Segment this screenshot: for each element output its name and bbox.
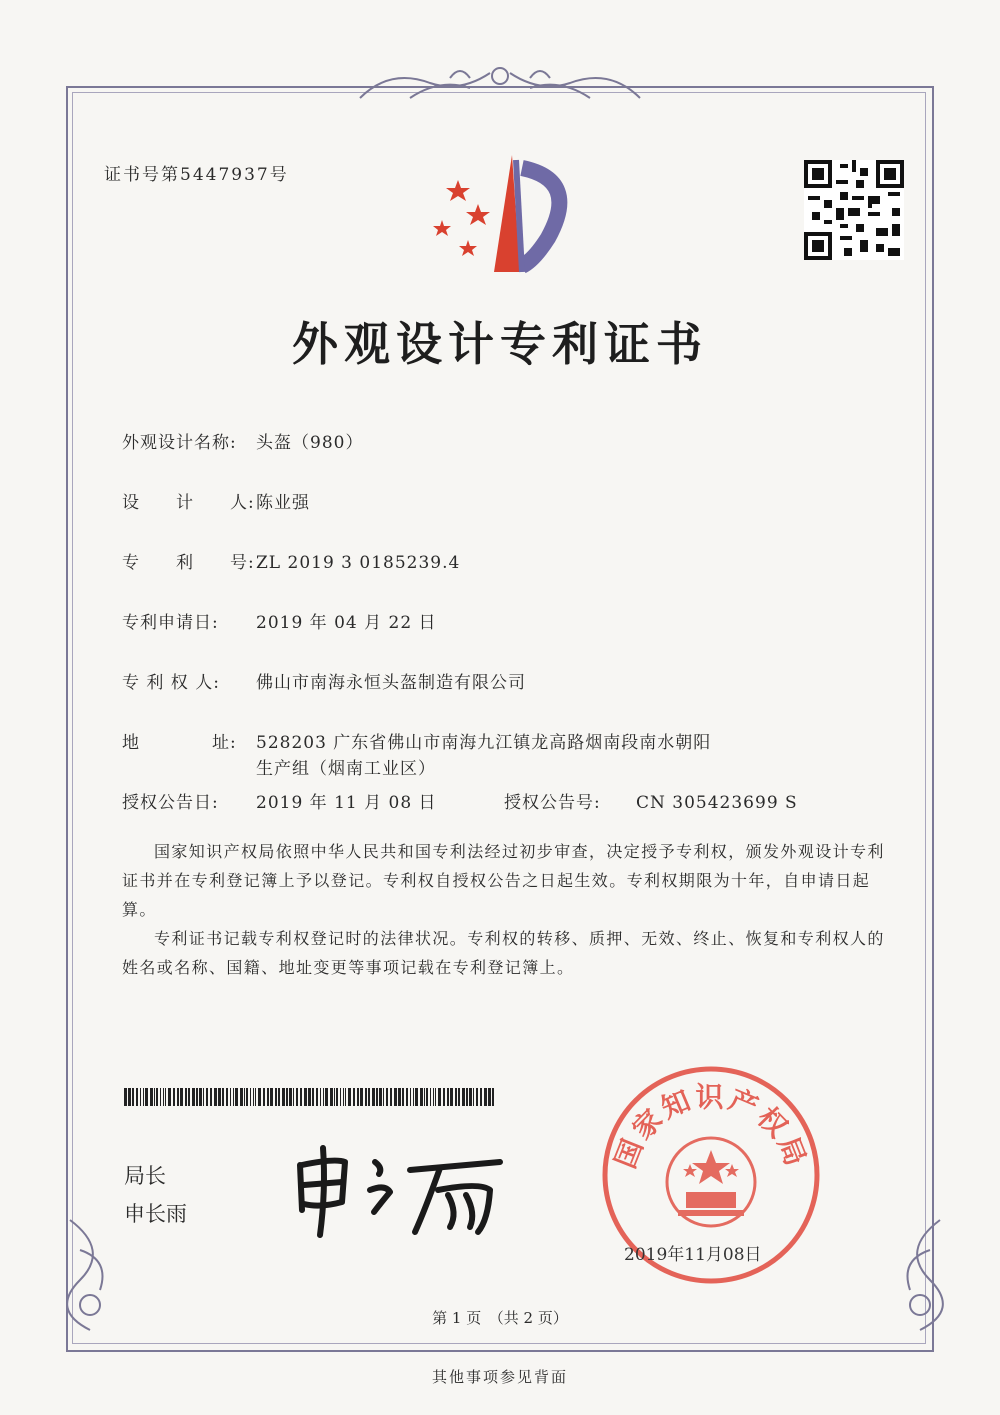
grant-number-value: CN 305423699 S bbox=[636, 793, 798, 813]
designer-label: 设 计 人: bbox=[122, 493, 255, 513]
seal-text: 国家知识产权局 bbox=[608, 1080, 814, 1173]
address-line-1: 528203 广东省佛山市南海九江镇龙高路烟南段南水朝阳 bbox=[256, 733, 712, 753]
designer-value: 陈业强 bbox=[256, 493, 310, 513]
certificate-title: 外观设计专利证书 bbox=[292, 317, 708, 371]
director-name: 申长雨 bbox=[124, 1202, 187, 1226]
design-name-label: 外观设计名称: bbox=[122, 433, 237, 453]
grant-date-label: 授权公告日: bbox=[122, 793, 219, 813]
director-signature-icon bbox=[290, 1140, 510, 1240]
footer-note: 其他事项参见背面 bbox=[431, 1368, 568, 1386]
address-label: 地 址: bbox=[122, 733, 237, 753]
address-field bbox=[122, 730, 711, 782]
patent-office-emblem-icon bbox=[430, 150, 580, 275]
patentee-label: 专 利 权 人: bbox=[122, 673, 220, 693]
grant-number-field bbox=[504, 790, 798, 816]
top-ornament-icon bbox=[350, 58, 650, 108]
filing-date-field bbox=[122, 610, 437, 636]
filing-date-label: 专利申请日: bbox=[122, 613, 219, 633]
patent-number-value: ZL 2019 3 0185239.4 bbox=[256, 553, 461, 573]
patentee-value: 佛山市南海永恒头盔制造有限公司 bbox=[256, 673, 526, 693]
patent-number-field bbox=[122, 550, 460, 576]
legal-status-paragraph: 专利证书记载专利权登记时的法律状况。专利权的转移、质押、无效、终止、恢复和专利权人的姓名或名称、国籍、地址变更等事项记载在专利登记簿上。 bbox=[122, 929, 885, 977]
filing-date-value: 2019 年 04 月 22 日 bbox=[256, 613, 437, 633]
seal-date: 2019年11月08日 bbox=[624, 1245, 762, 1265]
certificate-number: 证书号第5447937号 bbox=[104, 165, 289, 185]
director-title: 局长 bbox=[124, 1164, 166, 1188]
grant-date-value: 2019 年 11 月 08 日 bbox=[256, 793, 437, 813]
patentee-field bbox=[122, 670, 526, 696]
qr-code-icon bbox=[804, 160, 904, 260]
patent-number-label: 专 利 号: bbox=[122, 553, 255, 573]
designer-field bbox=[122, 490, 310, 516]
page-number: 第 1 页 （共 2 页） bbox=[432, 1309, 568, 1327]
grant-date-field bbox=[122, 790, 437, 816]
address-line-2: 生产组（烟南工业区） bbox=[256, 759, 436, 779]
design-name-field bbox=[122, 430, 363, 456]
grant-number-label: 授权公告号: bbox=[504, 793, 601, 813]
grant-statement-paragraph: 国家知识产权局依照中华人民共和国专利法经过初步审查，决定授予专利权，颁发外观设计专利证书并在专利登记簿上予以登记。专利权自授权公告之日起生效。专利权期限为十年，自申请日起算。 bbox=[122, 842, 885, 919]
design-name-value: 头盔（980） bbox=[256, 433, 364, 453]
barcode-icon bbox=[124, 1088, 499, 1106]
